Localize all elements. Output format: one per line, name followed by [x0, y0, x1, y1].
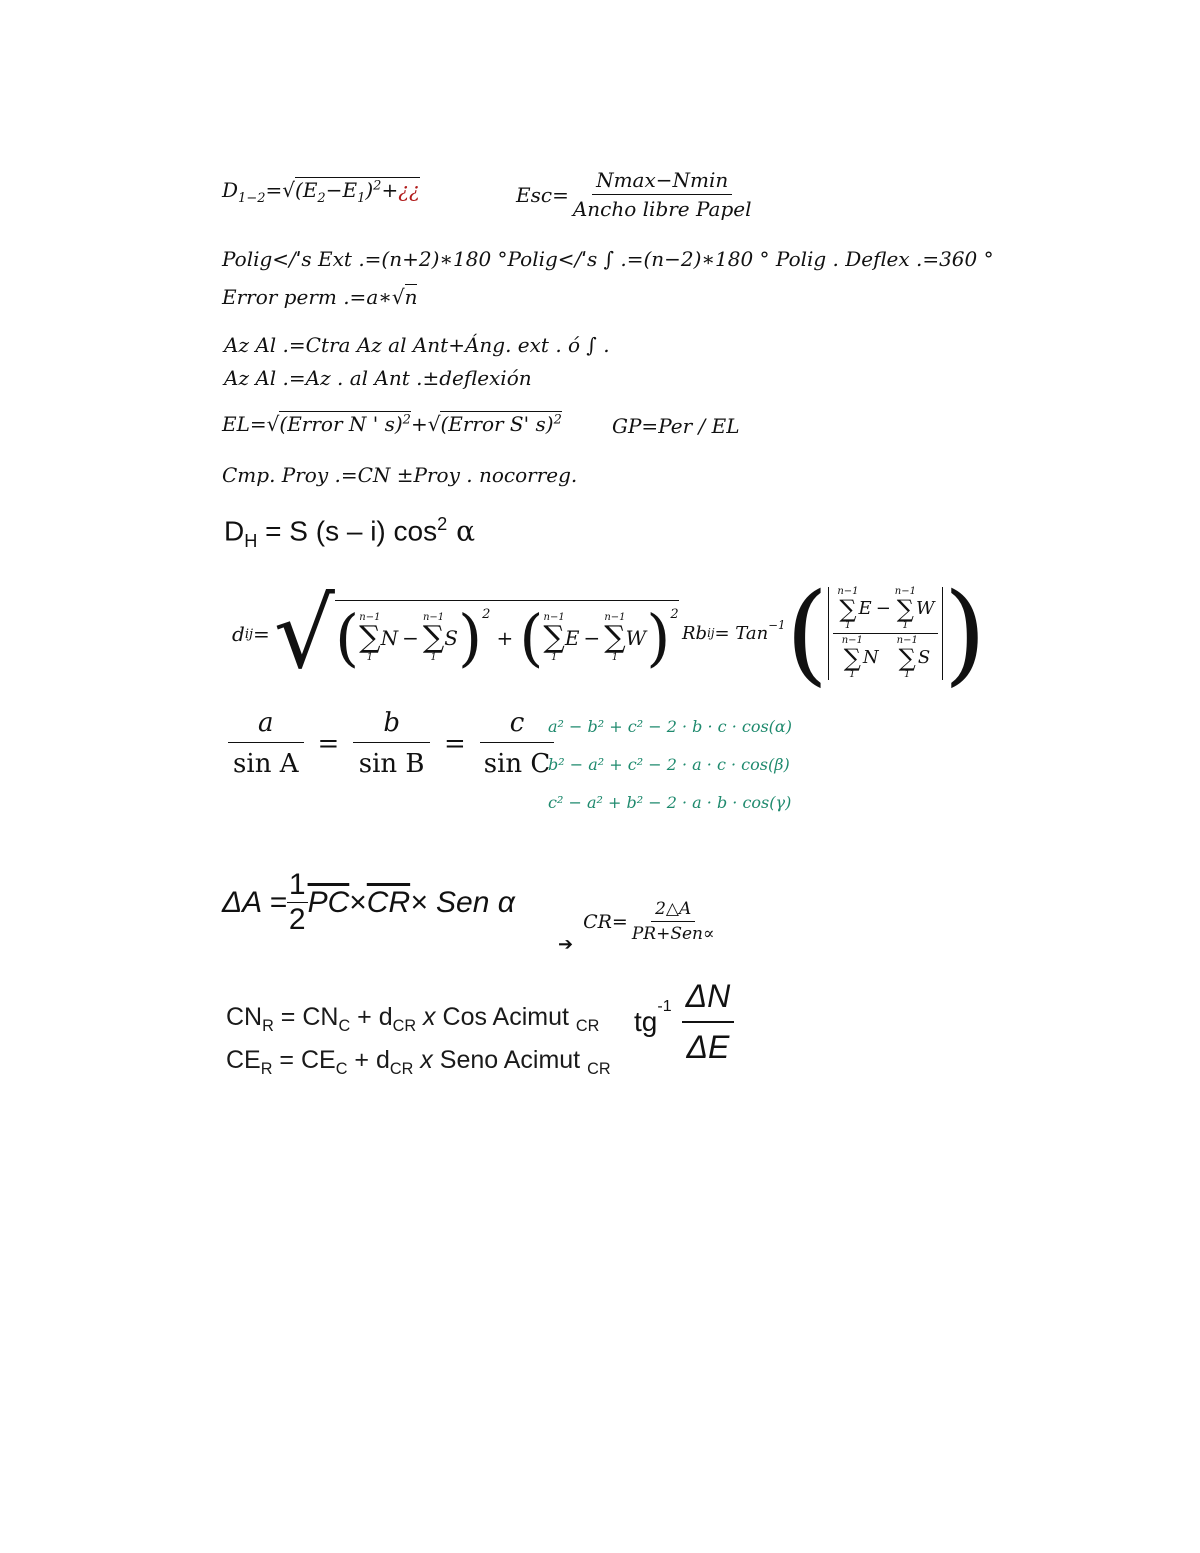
f12-den	[838, 634, 934, 680]
f1-lhs-sub: 1−2	[238, 191, 266, 206]
formula-coordinates	[226, 1000, 611, 1086]
f16-den: PR+Sen∝	[631, 924, 715, 944]
formula-area	[222, 868, 515, 937]
f7-sup2: 2	[553, 412, 562, 428]
f17-l2-b-sub: C	[335, 1060, 348, 1078]
f12-lim-top-3: n−1	[841, 634, 863, 646]
f16-lhs: CR=	[583, 910, 628, 933]
f17-l2-c: + d	[347, 1046, 390, 1074]
f15-times: ×	[349, 885, 367, 919]
f17-l2-e-sub: CR	[587, 1060, 611, 1078]
f11-w: W	[625, 625, 647, 650]
formula-linear-error	[222, 412, 562, 436]
f2-fraction	[569, 168, 756, 221]
f12-lhs-sub: ij	[707, 626, 715, 640]
f18-inv: -1	[657, 998, 672, 1015]
sqrt-icon: √	[266, 412, 280, 436]
f7-rad1: (Error N ' s)	[279, 412, 403, 436]
f2-den: Ancho libre Papel	[572, 197, 752, 221]
f17-l2-d: x	[413, 1046, 440, 1074]
f12-lim-top: n−1	[837, 585, 859, 597]
f11-radicand	[334, 600, 679, 674]
f11-lim-top-4: n−1	[604, 611, 626, 623]
f12-eq: = Tan	[714, 622, 769, 644]
formula-error-perm	[222, 285, 417, 309]
left-paren-icon: (	[334, 600, 360, 674]
f14-line3: c² − a² + b² − 2 · a · b · cos(γ)	[548, 793, 792, 812]
f15-lhs: ΔA =	[222, 885, 287, 919]
f12-num	[833, 587, 938, 634]
f15-num: 1	[288, 868, 306, 901]
f11-lhs-sub: ij	[244, 626, 254, 642]
f4-radicand: n	[404, 285, 418, 309]
formula-rbij	[682, 569, 987, 697]
f7-lhs: EL=	[222, 412, 267, 436]
f12-lim-bot-4: 1	[904, 668, 911, 680]
formula-distance	[222, 178, 420, 206]
f11-lim-bot: 1	[366, 651, 374, 663]
f17-l2-c-sub: CR	[389, 1060, 414, 1078]
f2-num: Nmax−Nmin	[592, 168, 732, 195]
f17-l2-b: = CE	[272, 1046, 336, 1074]
f1-e2-sub: 2	[317, 191, 326, 206]
f1-minus: −	[325, 178, 343, 202]
f18-num: ΔN	[682, 978, 735, 1023]
f11-lhs: d	[232, 622, 245, 646]
f12-lim-top-4: n−1	[896, 634, 918, 646]
f17-line2	[226, 1043, 611, 1086]
f1-open: (	[295, 178, 303, 202]
f12-fraction	[833, 587, 938, 680]
f1-close: )	[365, 178, 374, 202]
f13-a: a	[228, 708, 304, 743]
f13-b: b	[353, 708, 430, 743]
f11-n: N	[380, 625, 399, 650]
f15-den: 2	[288, 903, 306, 936]
sqrt-icon: √	[391, 285, 405, 309]
f13-sinA: sin A	[233, 749, 299, 779]
sqrt-icon: √	[282, 178, 295, 202]
f13-sinB: sin B	[358, 749, 425, 779]
f11-minus-1: −	[402, 625, 419, 650]
f11-sq-2: 2	[670, 606, 679, 622]
f17-l1-b-sub: C	[338, 1017, 351, 1035]
f17-l2-e: Seno Acimut	[439, 1046, 588, 1074]
f12-lim-bot-3: 1	[849, 668, 856, 680]
f17-l1-c: + d	[350, 1003, 393, 1031]
f11-lim-top-2: n−1	[422, 611, 445, 623]
sum-icon: n−1 ∑ 1	[422, 611, 445, 663]
f15-rest: × Sen α	[410, 885, 515, 919]
f2-eq: =	[552, 182, 569, 207]
formula-projection: Cmp. Proy .=CN ±Proy . nocorreg.	[222, 463, 578, 487]
f11-lim-top: n−1	[359, 611, 381, 623]
f17-l2-a: CE	[226, 1046, 261, 1074]
f11-minus-2: −	[583, 625, 601, 650]
f12-lim-top-2: n−1	[894, 585, 916, 597]
f11-lim-bot-2: 1	[430, 651, 437, 663]
left-paren-icon: (	[785, 569, 829, 697]
f12-s: S	[917, 647, 931, 668]
f10-rhs: = S (s – i) cos	[257, 515, 438, 547]
f11-plus: +	[496, 625, 514, 650]
formula-law-of-cosines	[548, 708, 792, 822]
f10-alpha: α	[447, 514, 476, 548]
formula-horizontal-distance	[224, 514, 475, 552]
f4-lhs: Error perm .=a∗	[222, 285, 392, 309]
f10-lhs: D	[224, 515, 245, 547]
formula-law-of-sines	[228, 708, 554, 779]
f7-rad2: (Error S' s)	[440, 412, 554, 436]
f17-line1	[226, 1000, 611, 1043]
f11-lim-bot-4: 1	[611, 651, 619, 663]
formula-arctan	[634, 978, 734, 1066]
f12-e: E	[858, 598, 872, 619]
f10-sup: 2	[437, 514, 448, 534]
f11-eq: =	[253, 622, 270, 646]
f17-l1-b: = CN	[273, 1003, 339, 1031]
f17-l1-d: x	[416, 1003, 443, 1031]
f1-radicand	[295, 177, 420, 206]
f12-inv: −1	[768, 618, 786, 632]
f13-sinC: sin C	[483, 749, 551, 779]
f15-pc: $\overline{PC}$	[307, 885, 350, 919]
f18-den: ΔE	[686, 1029, 730, 1065]
arrow-right-icon: ➔	[558, 934, 574, 954]
f1-e1-sub: 1	[357, 191, 366, 206]
f13-eq-1: =	[317, 728, 340, 759]
f11-e: E	[564, 625, 580, 650]
f12-lim-bot: 1	[844, 619, 852, 631]
f16-num: 2△A	[651, 899, 695, 922]
f13-frac-a	[228, 708, 304, 779]
sum-icon: n−1 ∑ 1	[896, 634, 918, 680]
sum-icon: n−1 ∑ 1	[359, 611, 381, 663]
f12-abs	[828, 587, 943, 680]
f2-lhs: Esc	[516, 182, 553, 207]
f17-l2-a-sub: R	[260, 1060, 273, 1078]
left-paren-icon: (	[519, 600, 544, 674]
f15-cr: $\overline{CR}$	[366, 885, 411, 919]
f13-frac-c	[480, 708, 555, 779]
f1-eq: =	[265, 178, 283, 202]
f18-tg: tg	[634, 1006, 658, 1037]
f17-l1-e: Cos Acimut	[442, 1003, 576, 1031]
f12-w: W	[915, 598, 935, 619]
formula-polygon-angles: Polig</ˈs Ext .=(n+2)∗180 °Polig</ˈs ∫ .=(n−2)∗180 ° Polig . Deflex .=360 °	[222, 247, 994, 271]
formula-azimuth-2: Az Al .=Az . al Ant .±deflexión	[224, 366, 532, 390]
f16-fraction	[628, 899, 719, 944]
f17-l1-e-sub: CR	[575, 1017, 600, 1035]
right-paren-icon: )	[646, 600, 671, 674]
sum-icon: n−1 ∑ 1	[543, 611, 565, 663]
f13-eq-2: =	[443, 728, 466, 759]
sum-icon: n−1 ∑ 1	[837, 585, 859, 631]
f1-lhs: D	[222, 178, 239, 202]
f17-l1-c-sub: CR	[392, 1017, 417, 1035]
right-paren-icon: )	[943, 569, 987, 697]
f7-plus: +	[410, 412, 428, 436]
f17-l1-a: CN	[226, 1003, 263, 1031]
formula-precision: GP=Per / EL	[612, 414, 740, 438]
f17-l1-a-sub: R	[262, 1017, 274, 1035]
sum-icon: n−1 ∑ 1	[841, 634, 863, 680]
f1-missing-glyph: ¿¿	[398, 178, 420, 202]
f7-rad1-wrap	[279, 411, 411, 436]
f11-lim-bot-3: 1	[550, 651, 558, 663]
right-paren-icon: )	[457, 600, 483, 674]
formula-scale	[516, 168, 756, 221]
sqrt-icon: √	[427, 412, 441, 436]
f1-e2: E	[302, 178, 318, 202]
f15-half	[287, 868, 308, 937]
f14-line2: b² − a² + c² − 2 · a · c · cos(β)	[548, 755, 790, 774]
f14-line1: a² − b² + c² − 2 · b · c · cos(α)	[548, 717, 792, 736]
f11-sq-1: 2	[482, 606, 491, 622]
f1-e1: E	[342, 178, 358, 202]
f1-plus: +	[381, 178, 399, 202]
f12-lhs: Rb	[682, 622, 708, 644]
formula-cr	[558, 888, 719, 955]
f10-lhs-sub: H	[244, 530, 258, 551]
big-sqrt-icon: √	[273, 578, 335, 690]
f7-rad2-wrap	[440, 411, 561, 436]
sum-icon: n−1 ∑ 1	[894, 585, 916, 631]
f7-sup1: 2	[402, 412, 411, 428]
sum-icon: n−1 ∑ 1	[604, 611, 626, 663]
f11-lim-top-3: n−1	[543, 611, 565, 623]
formula-dij	[232, 578, 679, 690]
f18-fraction	[682, 978, 735, 1066]
f1-sup: 2	[373, 178, 382, 194]
formula-azimuth-1: Az Al .=Ctra Az al Ant+Áng. ext . ó ∫ .	[224, 333, 610, 357]
f13-c: c	[480, 708, 555, 743]
f12-lim-bot-2: 1	[902, 619, 909, 631]
f12-minus: −	[875, 598, 891, 619]
f13-frac-b	[353, 708, 430, 779]
f12-n: N	[862, 647, 879, 668]
f11-s: S	[444, 625, 458, 650]
